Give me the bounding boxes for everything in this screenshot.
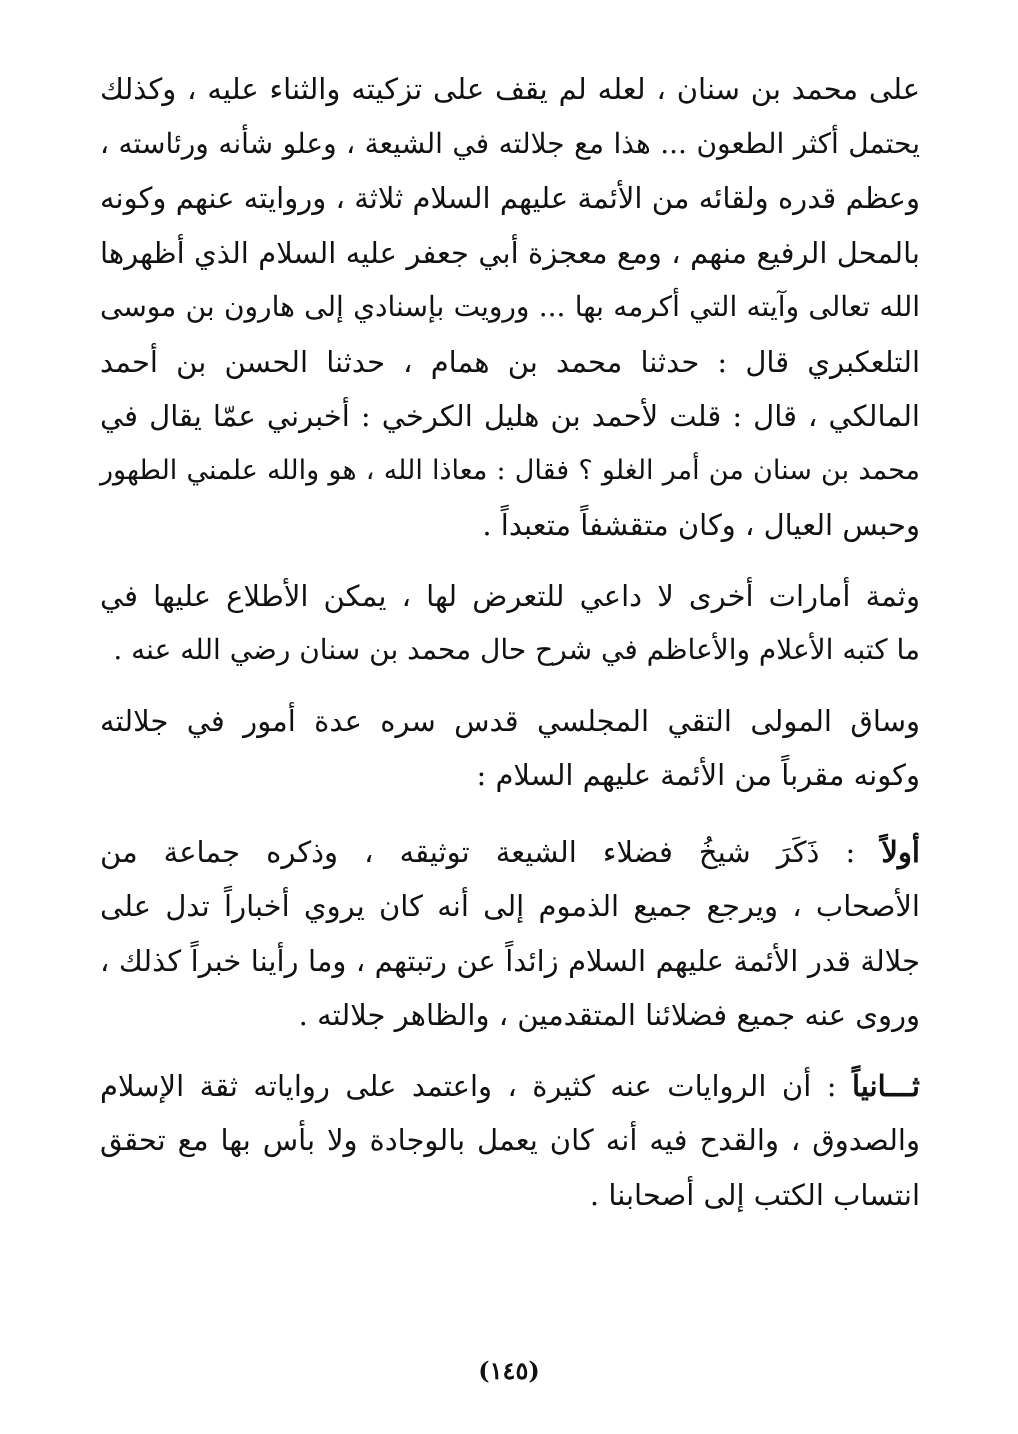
- paragraph-gap: [100, 553, 920, 569]
- paragraph-1: [100, 62, 920, 553]
- text-line: وثمة أمارات أخرى لا داعي للتعرض لها ، يمكن الأطلاع عليها في: [100, 578, 920, 613]
- text-line: انتساب الكتب إلى أصحابنا .: [589, 1177, 920, 1212]
- text-line: الله تعالى وآيته التي أكرمه بها ... ورويت بإسنادي إلى هارون بن موسى: [100, 290, 920, 323]
- text-line: [100, 825, 920, 880]
- text-line: ما كتبه الأعلام والأعاظم في شرح حال محمد بن سنان رضي الله عنه .: [113, 633, 920, 666]
- text-line: وساق المولى التقي المجلسي قدس سره عدة أمور في جلالته: [100, 703, 920, 738]
- text-line: محمد بن سنان من أمر الغلو ؟ فقال : معاذا الله ، هو والله علمني الطهور: [100, 454, 920, 486]
- lead-word-first: أولاً: [881, 834, 920, 869]
- text-line: وروى عنه جميع فضلائنا المتقدمين ، والظاهر جلالته .: [298, 998, 920, 1032]
- text-line: جلالة قدر الأئمة عليهم السلام زائداً عن رتبتهم ، وما رأينا خبراً كذلك ،: [100, 943, 920, 978]
- text-run: : ذَكَرَ شيخُ فضلاء الشيعة توثيقه ، وذكره جماعة من: [100, 834, 882, 869]
- text-line: بالمحل الرفيع منهم ، ومع معجزة أبي جعفر عليه السلام الذي أظهرها: [100, 235, 920, 270]
- text-line: يحتمل أكثر الطعون ... هذا مع جلالته في الشيعة ، وعلو شأنه ورئاسته ،: [100, 126, 920, 160]
- paragraph-2: [100, 569, 920, 678]
- paragraph-gap: [100, 1043, 920, 1059]
- paragraph-3: [100, 694, 920, 803]
- lead-word-second: ثـــانياً: [851, 1068, 920, 1103]
- text-line: المالكي ، قال : قلت لأحمد بن هليل الكرخي : أخبرني عمّا يقال في: [100, 399, 920, 433]
- text-run: : أن الروايات عنه كثيرة ، واعتمد على رواياته ثقة الإسلام: [100, 1068, 852, 1103]
- paragraph-4: [100, 825, 920, 1043]
- text-line: وعظم قدره ولقائه من الأئمة عليهم السلام ثلاثة ، وروايته عنهم وكونه: [100, 181, 920, 215]
- text-line: وكونه مقرباً من الأئمة عليهم السلام :: [476, 758, 920, 792]
- text-line: التلعكبري قال : حدثنا محمد بن همام ، حدثنا الحسن بن أحمد: [100, 344, 920, 379]
- text-line: والصدوق ، والقدح فيه أنه كان يعمل بالوجادة ولا بأس بها مع تحقق: [100, 1123, 920, 1157]
- paragraph-gap: [100, 678, 920, 694]
- text-line: الأصحاب ، ويرجع جميع الذموم إلى أنه كان يروي أخباراً تدل على: [100, 889, 920, 923]
- text-line: [100, 1059, 920, 1114]
- text-line: على محمد بن سنان ، لعله لم يقف على تزكيته والثناء عليه ، وكذلك: [100, 72, 920, 106]
- paragraph-gap: [100, 803, 920, 825]
- paragraph-5: [100, 1059, 920, 1223]
- text-line: وحبس العيال ، وكان متقشفاً متعبداً .: [482, 508, 920, 542]
- page-number: (١٤٥): [478, 1356, 540, 1385]
- page-body: [100, 62, 920, 1222]
